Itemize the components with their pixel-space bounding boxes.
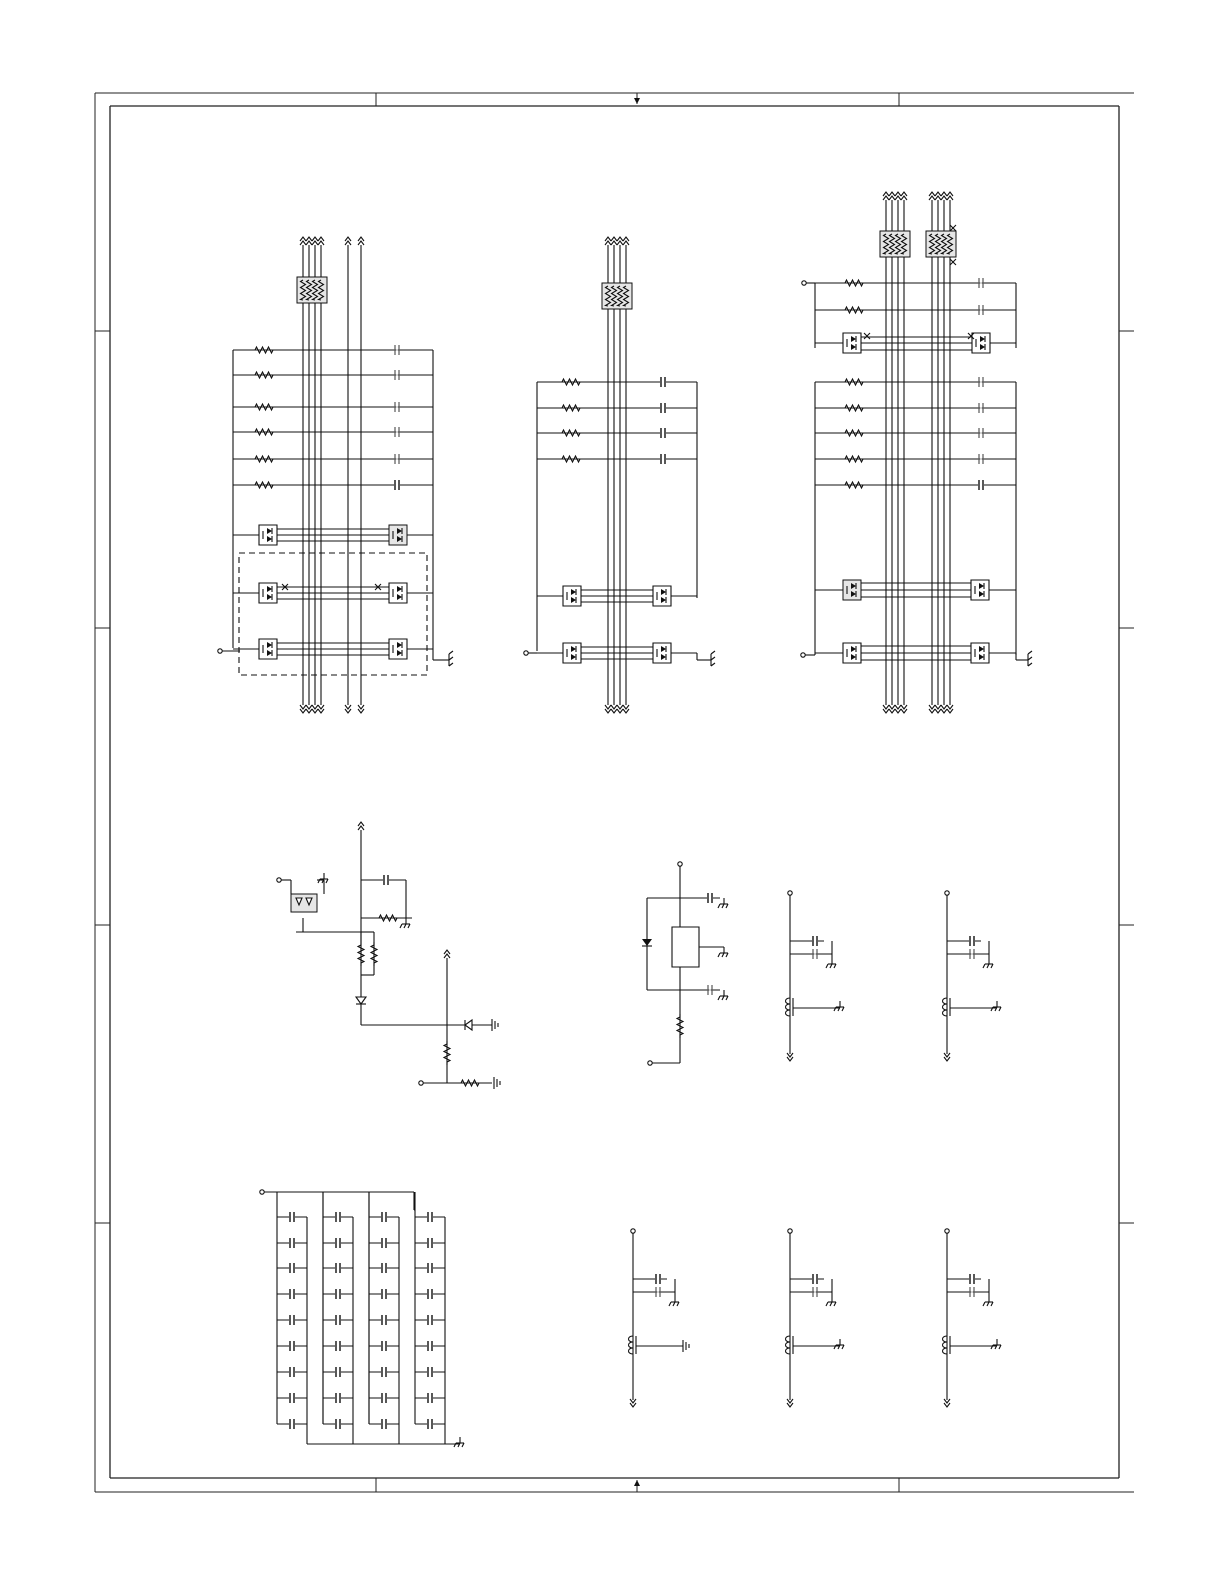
capacitor-symbol [381,1289,387,1299]
ground-symbol [492,1019,498,1031]
capacitor-symbol [969,1287,975,1297]
connector-symbol [883,705,889,713]
connector-symbol [935,705,941,713]
test-point-symbol [648,1061,652,1065]
capacitor-symbol [289,1367,295,1377]
resistor-symbol [559,379,583,385]
resistor-symbol [842,430,866,436]
inductor-symbol [629,1336,637,1354]
connector-symbol [947,192,953,200]
connector-symbol [787,1053,793,1061]
capacitor-symbol [289,1263,295,1273]
capacitor-symbol [289,1289,295,1299]
diode-symbol [642,939,652,946]
connector-symbol [944,1399,950,1407]
capacitor-symbol [381,1315,387,1325]
connector-symbol [611,237,617,245]
connector-symbol [312,237,318,245]
chassis-ground-symbol [718,990,728,1000]
ground-symbol [494,1077,500,1089]
test-point-symbol [801,653,805,657]
connector-symbol [611,705,617,713]
connector-symbol [312,705,318,713]
resistor-symbol [559,430,583,436]
connector-symbol [358,237,364,245]
capacitor-symbol [289,1238,295,1248]
capacitor-symbol [289,1341,295,1351]
connector-symbol [929,192,935,200]
mosfet-pair-symbol [843,333,861,353]
diode-symbol [465,1020,472,1030]
connector-symbol [605,237,611,245]
capacitor-symbol [427,1367,433,1377]
capacitor-symbol [394,427,400,437]
inductor-symbol [943,1336,951,1354]
chassis-ground-symbol [826,958,836,968]
mosfet-pair-symbol [563,643,581,663]
capacitor-symbol [335,1419,341,1429]
test-point-symbol [678,862,682,866]
capacitor-symbol [812,1287,818,1297]
mosfet-pair-symbol [843,580,861,600]
mosfet-pair-symbol [259,583,277,603]
test-point-symbol [218,649,222,653]
connector-symbol [787,1399,793,1407]
capacitor-symbol [335,1367,341,1377]
mosfet-pair-symbol [971,580,989,600]
connector-symbol [358,822,364,830]
connector-symbol [444,950,450,958]
capacitor-symbol [427,1393,433,1403]
inductor-symbol [943,998,951,1016]
capacitor-symbol [978,454,984,464]
resistor-symbol [842,405,866,411]
capacitor-symbol [427,1289,433,1299]
capacitor-symbol [812,949,818,959]
mosfet-pair-symbol [653,586,671,606]
capacitor-symbol [335,1315,341,1325]
resistor-symbol [559,456,583,462]
test-point-symbol [277,878,281,882]
test-point-symbol [260,1190,264,1194]
no-connect-marker [950,225,956,231]
connector-symbol [630,1399,636,1407]
capacitor-symbol [978,278,984,288]
connector-symbol [306,705,312,713]
chassis-ground-symbol [454,1437,464,1447]
resistor-symbol [842,482,866,488]
capacitor-symbol [394,402,400,412]
capacitor-symbol [289,1419,295,1429]
test-point-symbol [631,1229,635,1233]
resistor-symbol [252,429,276,435]
capacitor-symbol [335,1289,341,1299]
mosfet-pair-symbol [971,643,989,663]
chassis-ground-symbol [983,958,993,968]
resistor-network-symbol [880,231,910,257]
capacitor-symbol [335,1263,341,1273]
resistor-symbol [559,405,583,411]
resistor-symbol [842,456,866,462]
mosfet-pair-symbol [972,333,990,353]
resistor-symbol [252,456,276,462]
test-point-symbol [945,1229,949,1233]
capacitor-symbol [978,377,984,387]
mosfet-pair-symbol [843,643,861,663]
resistor-symbol [252,404,276,410]
inductor-symbol [786,998,794,1016]
capacitor-symbol [335,1238,341,1248]
test-point-symbol [788,1229,792,1233]
capacitor-symbol [427,1238,433,1248]
resistor-symbol [842,307,866,313]
mosfet-pair-symbol [389,525,407,545]
diode-symbol [356,997,366,1004]
capacitor-symbol [383,875,389,885]
resistor-symbol [252,372,276,378]
chassis-ground-symbol [445,651,453,666]
capacitor-symbol [381,1341,387,1351]
capacitor-symbol [969,949,975,959]
capacitor-symbol [289,1212,295,1222]
chassis-ground-symbol [826,1296,836,1306]
resistor-network-symbol [297,277,327,303]
resistor-symbol [252,482,276,488]
mosfet-pair-symbol [259,525,277,545]
ground-symbol [683,1340,689,1352]
resistor-network-symbol [602,283,632,309]
capacitor-symbol [660,428,666,438]
resistor-symbol [458,1080,482,1086]
test-point-symbol [788,891,792,895]
capacitor-symbol [335,1212,341,1222]
capacitor-symbol [707,893,713,903]
resistor-symbol [252,347,276,353]
connector-symbol [883,192,889,200]
capacitor-symbol [978,480,984,490]
chassis-ground-symbol [991,1001,1001,1011]
capacitor-symbol [427,1341,433,1351]
connector-symbol [623,237,629,245]
resistor-symbol [677,1014,683,1038]
connector-symbol [318,237,324,245]
mosfet-pair-symbol [259,639,277,659]
mosfet-pair-symbol [389,639,407,659]
chassis-ground-symbol [718,898,728,908]
capacitor-symbol [978,428,984,438]
capacitor-symbol [978,403,984,413]
capacitor-symbol [707,985,713,995]
chassis-ground-symbol [718,947,728,957]
capacitor-symbol [655,1274,661,1284]
capacitor-symbol [427,1419,433,1429]
capacitor-symbol [394,370,400,380]
inductor-symbol [786,1336,794,1354]
connector-symbol [889,705,895,713]
connector-symbol [291,894,317,912]
test-point-symbol [802,281,806,285]
schematic-wires [221,200,1024,1444]
connector-symbol [345,237,351,245]
capacitor-symbol [394,454,400,464]
connector-symbol [306,237,312,245]
chassis-ground-symbol [318,873,328,883]
capacitor-symbol [381,1212,387,1222]
schematic-symbols [218,192,1032,1447]
chassis-ground-symbol [1024,651,1032,666]
capacitor-symbol [969,936,975,946]
capacitor-symbol [394,345,400,355]
capacitor-symbol [427,1315,433,1325]
capacitor-symbol [335,1341,341,1351]
connector-symbol [318,705,324,713]
mosfet-pair-symbol [563,586,581,606]
capacitor-symbol [978,305,984,315]
connector-symbol [617,237,623,245]
connector-symbol [605,705,611,713]
connector-symbol [941,192,947,200]
connector-symbol [944,1053,950,1061]
chassis-ground-symbol [669,1296,679,1306]
capacitor-symbol [660,377,666,387]
connector-symbol [889,192,895,200]
chassis-ground-symbol [834,1339,844,1349]
connector-symbol [623,705,629,713]
chassis-ground-symbol [400,918,410,928]
no-connect-marker [950,259,956,265]
capacitor-symbol [969,1274,975,1284]
chassis-ground-symbol [991,1339,1001,1349]
capacitor-symbol [812,1274,818,1284]
connector-symbol [901,705,907,713]
test-point-symbol [524,651,528,655]
connector-symbol [895,192,901,200]
chassis-ground-symbol [983,1296,993,1306]
resistor-symbol [358,942,364,966]
connector-symbol [358,705,364,713]
test-point-symbol [419,1081,423,1085]
connector-symbol [617,705,623,713]
capacitor-symbol [427,1263,433,1273]
mosfet-pair-symbol [653,643,671,663]
capacitor-symbol [660,454,666,464]
capacitor-symbol [381,1393,387,1403]
capacitor-symbol [394,480,400,490]
resistor-symbol [444,1041,450,1065]
capacitor-symbol [381,1419,387,1429]
chassis-ground-symbol [834,1001,844,1011]
resistor-symbol [842,379,866,385]
capacitor-symbol [335,1393,341,1403]
no-connect-marker [864,333,870,339]
capacitor-symbol [427,1212,433,1222]
connector-symbol [345,705,351,713]
chassis-ground-symbol [707,651,715,666]
resistor-symbol [842,280,866,286]
resistor-symbol [371,942,377,966]
connector-symbol [300,237,306,245]
connector-symbol [895,705,901,713]
capacitor-symbol [381,1263,387,1273]
resistor-network-symbol [926,231,956,257]
capacitor-symbol [655,1287,661,1297]
capacitor-symbol [812,936,818,946]
regulator-ic-symbol [672,927,699,967]
test-point-symbol [945,891,949,895]
connector-symbol [935,192,941,200]
connector-symbol [300,705,306,713]
capacitor-symbol [289,1393,295,1403]
connector-symbol [947,705,953,713]
resistor-symbol [376,915,400,921]
capacitor-symbol [381,1238,387,1248]
capacitor-symbol [660,403,666,413]
mosfet-pair-symbol [389,583,407,603]
connector-symbol [901,192,907,200]
connector-symbol [929,705,935,713]
capacitor-symbol [381,1367,387,1377]
connector-symbol [941,705,947,713]
capacitor-symbol [289,1315,295,1325]
